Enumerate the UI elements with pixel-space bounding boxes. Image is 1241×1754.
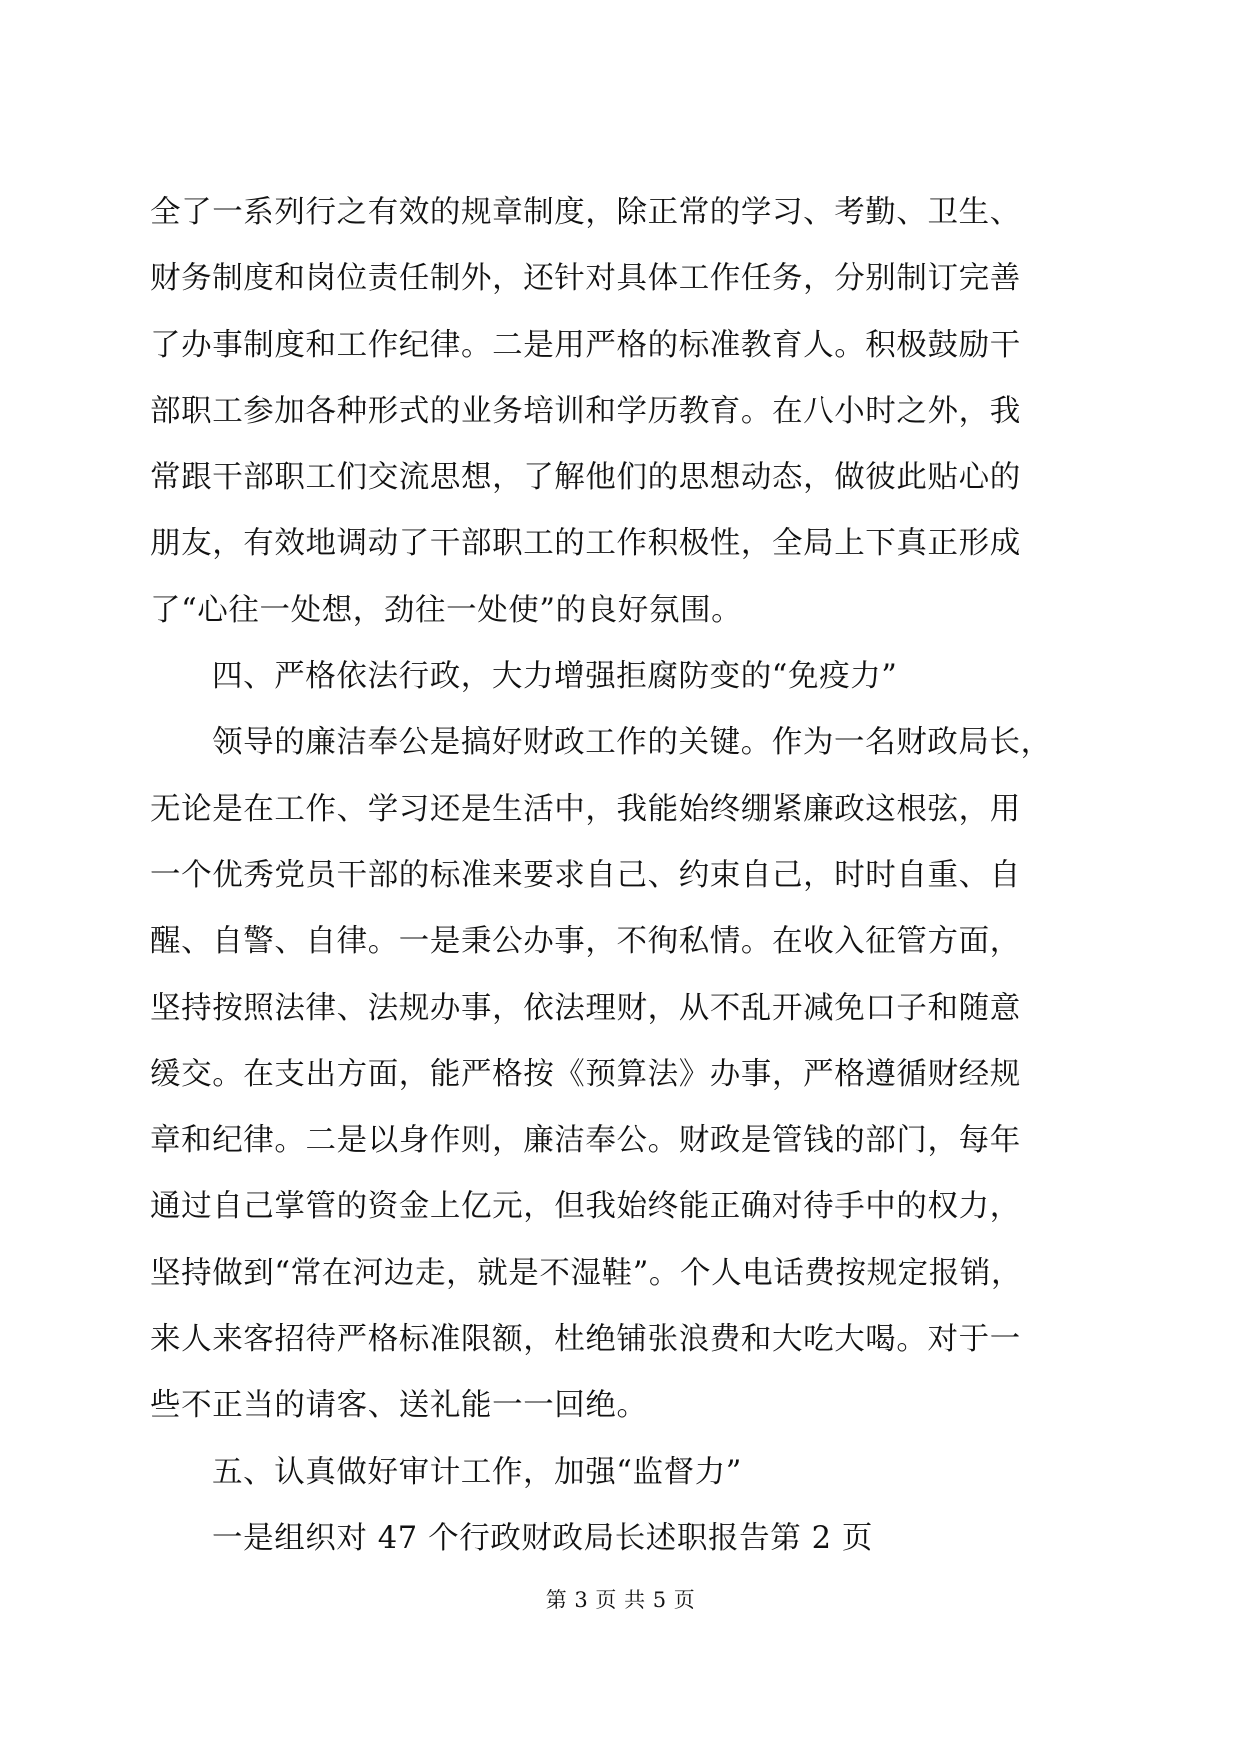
text-line: 醒、自警、自律。一是秉公办事，不徇私情。在收入征管方面， xyxy=(150,924,1021,960)
text-line: 财务制度和岗位责任制外，还针对具体工作任务，分别制订完善 xyxy=(150,261,1021,297)
text-line: 常跟干部职工们交流思想，了解他们的思想动态，做彼此贴心的 xyxy=(150,460,1021,496)
text-line: 无论是在工作、学习还是生活中，我能始终绷紧廉政这根弦，用 xyxy=(150,791,1021,827)
section-heading: 五、认真做好审计工作，加强“监督力” xyxy=(212,1454,742,1490)
text-line: 朋友，有效地调动了干部职工的工作积极性，全局上下真正形成 xyxy=(150,526,1021,562)
page-footer: 第 3 页 共 5 页 xyxy=(545,1588,696,1612)
text-line: 来人来客招待严格标准限额，杜绝铺张浪费和大吃大喝。对于一 xyxy=(150,1322,1021,1358)
text-line: 了办事制度和工作纪律。二是用严格的标准教育人。积极鼓励干 xyxy=(150,327,1021,363)
text-line: 全了一系列行之有效的规章制度，除正常的学习、考勤、卫生、 xyxy=(150,195,1021,230)
text-line: 坚持按照法律、法规办事，依法理财，从不乱开减免口子和随意 xyxy=(150,990,1021,1026)
text-line: 坚持做到“常在河边走，就是不湿鞋”。个人电话费按规定报销， xyxy=(150,1255,1023,1291)
text-line: 通过自己掌管的资金上亿元，但我始终能正确对待手中的权力， xyxy=(150,1189,1021,1225)
text-line: 一个优秀党员干部的标准来要求自己、约束自己，时时自重、自 xyxy=(150,857,1021,893)
text-line: 一是组织对 47 个行政财政局长述职报告第 2 页 xyxy=(212,1520,873,1556)
text-line: 部职工参加各种形式的业务培训和学历教育。在八小时之外，我 xyxy=(150,393,1021,429)
text-line: 章和纪律。二是以身作则，廉洁奉公。财政是管钱的部门，每年 xyxy=(150,1123,1021,1159)
text-line: 些不正当的请客、送礼能一一回绝。 xyxy=(150,1388,648,1424)
document-body xyxy=(150,180,1090,1572)
text-line: 领导的廉洁奉公是搞好财政工作的关键。作为一名财政局长， xyxy=(212,725,1052,761)
text-line: 缓交。在支出方面，能严格按《预算法》办事，严格遵循财经规 xyxy=(150,1056,1021,1092)
section-heading: 四、严格依法行政，大力增强拒腐防变的“免疫力” xyxy=(212,659,898,695)
text-line: 了“心往一处想，劲往一处使”的良好氛围。 xyxy=(150,592,743,628)
